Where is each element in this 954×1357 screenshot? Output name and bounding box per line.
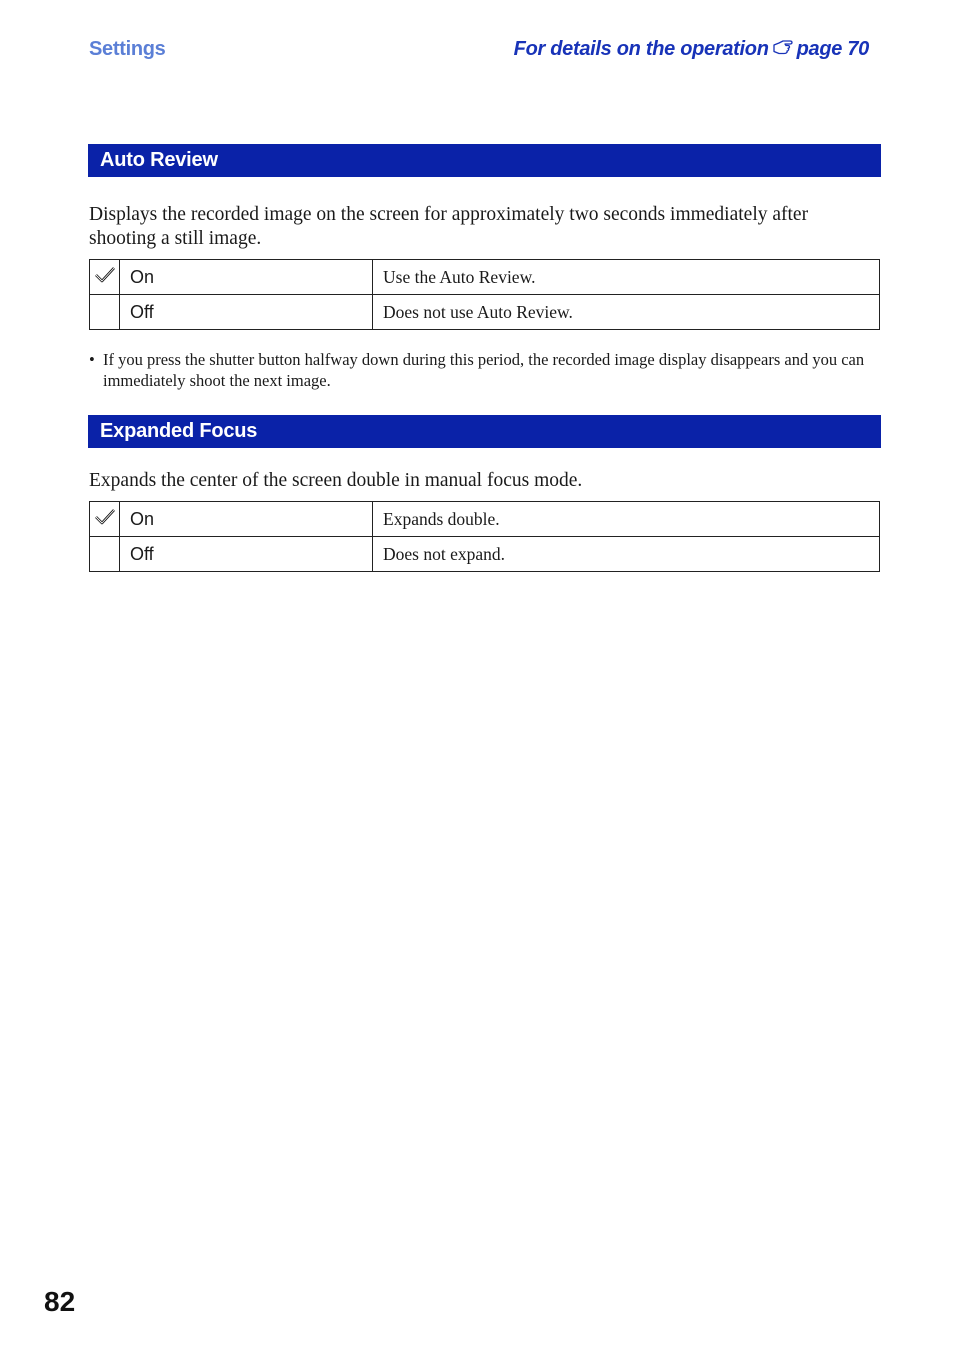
section-bar-expanded-focus <box>88 415 881 448</box>
auto-review-note <box>89 349 879 391</box>
check-icon <box>94 513 116 530</box>
table-row <box>90 537 880 572</box>
bullet: • <box>89 350 95 369</box>
header-section-label: Settings <box>89 38 166 60</box>
header-reference-text: For details on the operation <box>513 38 769 60</box>
auto-review-description: Displays the recorded image on the screen for approximately two seconds immediately after shooting a still image. <box>89 204 809 249</box>
table-row <box>90 260 880 295</box>
table-row <box>90 502 880 537</box>
section-title-auto-review: Auto Review <box>100 149 218 171</box>
pointing-hand-icon <box>773 38 793 61</box>
option-description: Expands double. <box>373 502 880 537</box>
option-name: Off <box>120 295 373 330</box>
table-row <box>90 295 880 330</box>
page-number: 82 <box>44 1286 76 1317</box>
default-marker-cell <box>90 537 120 572</box>
section-title-expanded-focus: Expanded Focus <box>100 420 258 442</box>
expanded-focus-options-table <box>89 501 880 572</box>
expanded-focus-description: Expands the center of the screen double in manual focus mode. <box>89 470 583 491</box>
default-marker-cell <box>90 295 120 330</box>
section-bar-auto-review <box>88 144 881 177</box>
option-name: On <box>120 502 373 537</box>
default-marker-cell <box>90 502 120 537</box>
default-marker-cell <box>90 260 120 295</box>
option-description: Does not use Auto Review. <box>373 295 880 330</box>
auto-review-options-table <box>89 259 880 330</box>
header-reference-page: page 70 <box>796 38 869 60</box>
header-reference <box>514 38 869 61</box>
option-description: Use the Auto Review. <box>373 260 880 295</box>
note-text: If you press the shutter button halfway down during this period, the recorded image display disappears and you can immediately shoot the next image. <box>103 350 865 390</box>
option-name: Off <box>120 537 373 572</box>
option-name: On <box>120 260 373 295</box>
option-description: Does not expand. <box>373 537 880 572</box>
check-icon <box>94 271 116 288</box>
